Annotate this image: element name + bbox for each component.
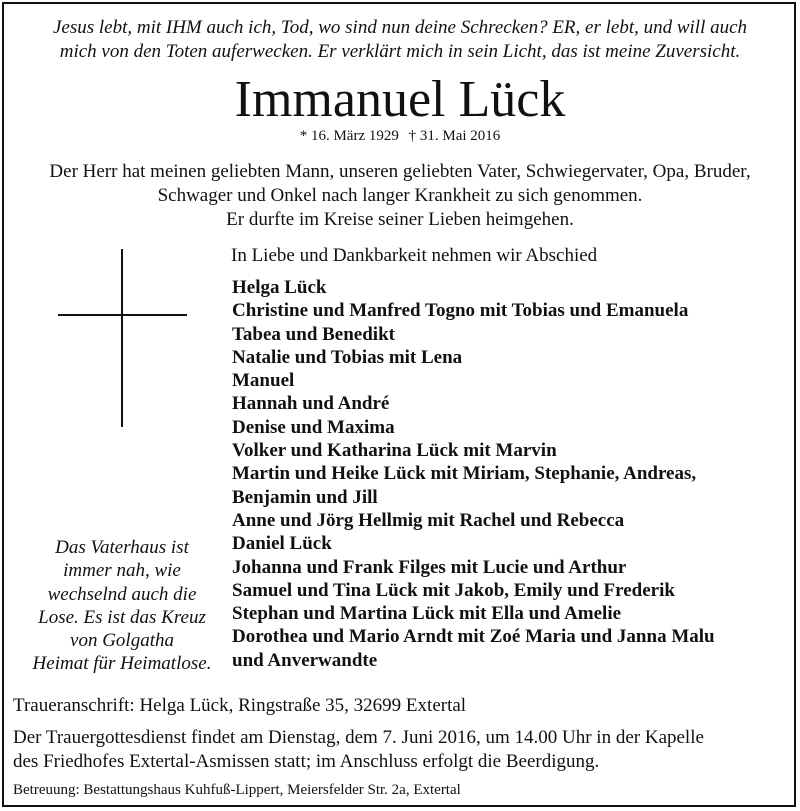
deceased-name: Immanuel Lück	[234, 71, 566, 128]
bible-verse	[14, 16, 786, 64]
funeral-service-info	[13, 726, 704, 774]
mourner-entry: Dorothea und Mario Arndt mit Zoé Maria und Janna Malu	[232, 626, 715, 648]
cross-icon	[121, 249, 123, 427]
verse-line: mich von den Toten auferwecken. Er verklärt mich in sein Licht, das ist meine Zuversicht.	[59, 41, 741, 62]
poem-line: Heimat für Heimatlose.	[32, 653, 212, 675]
announcement-line: Der Herr hat meinen geliebten Mann, unseren geliebten Vater, Schwiegervater, Opa, Bruder,	[49, 161, 751, 182]
poem-line: Das Vaterhaus ist	[55, 537, 189, 558]
mourner-entry: Volker und Katharina Lück mit Marvin	[232, 440, 557, 462]
mourner-entry: und Anverwandte	[232, 649, 378, 671]
life-dates	[0, 127, 800, 145]
mourner-entry: Tabea und Benedikt	[232, 323, 395, 345]
mourner-entry: Daniel Lück	[232, 533, 332, 555]
mourner-entry: Natalie und Tobias mit Lena	[232, 346, 463, 368]
announcement-line: Er durfte im Kreise seiner Lieben heimgehen.	[226, 209, 574, 230]
cross-icon-bar	[58, 314, 187, 316]
announcement-line: Schwager und Onkel nach langer Krankheit zu sich genommen.	[157, 185, 643, 206]
announcement-text	[10, 160, 790, 232]
death-date: † 31. Mai 2016	[408, 128, 501, 144]
poem-line: wechselnd auch die	[47, 583, 197, 605]
mourner-entry: Christine und Manfred Togno mit Tobias und Emanuela	[232, 300, 689, 322]
verse-line: Jesus lebt, mit IHM auch ich, Tod, wo sind nun deine Schrecken? ER, er lebt, und will auch	[52, 17, 748, 38]
mourner-entry: Helga Lück	[232, 277, 327, 298]
memorial-poem	[4, 536, 240, 676]
mourner-entry: Martin und Heike Lück mit Miriam, Stephanie, Andreas,	[232, 463, 697, 485]
mourner-entry: Hannah und André	[232, 393, 390, 415]
mourner-entry: Denise und Maxima	[232, 416, 395, 438]
mourner-entry: Benjamin und Jill	[232, 486, 378, 508]
poem-line: immer nah, wie	[63, 560, 181, 582]
farewell-line: In Liebe und Dankbarkeit nehmen wir Abschied	[231, 245, 598, 266]
poem-line: Lose. Es ist das Kreuz	[38, 606, 206, 628]
mourner-entry: Manuel	[232, 370, 295, 392]
mourner-entry: Stephan und Martina Lück mit Ella und Amelie	[232, 603, 622, 625]
mourners-list	[232, 276, 715, 672]
mourner-entry: Johanna und Frank Filges mit Lucie und Arthur	[232, 556, 627, 578]
undertaker-info: Betreuung: Bestattungshaus Kuhfuß-Lippert, Meiersfelder Str. 2a, Extertal	[13, 782, 461, 798]
poem-line: von Golgatha	[70, 630, 174, 652]
condolence-address: Traueranschrift: Helga Lück, Ringstraße 35, 32699 Extertal	[13, 695, 467, 716]
service-line: des Friedhofes Extertal-Asmissen statt; im Anschluss erfolgt die Beerdigung.	[13, 751, 600, 772]
birth-date: * 16. März 1929	[299, 128, 399, 144]
mourner-entry: Anne und Jörg Hellmig mit Rachel und Rebecca	[232, 509, 625, 531]
service-line: Der Trauergottesdienst findet am Dienstag, dem 7. Juni 2016, um 14.00 Uhr in der Kapelle	[13, 727, 704, 748]
mourner-entry: Samuel und Tina Lück mit Jakob, Emily und Frederik	[232, 579, 675, 601]
